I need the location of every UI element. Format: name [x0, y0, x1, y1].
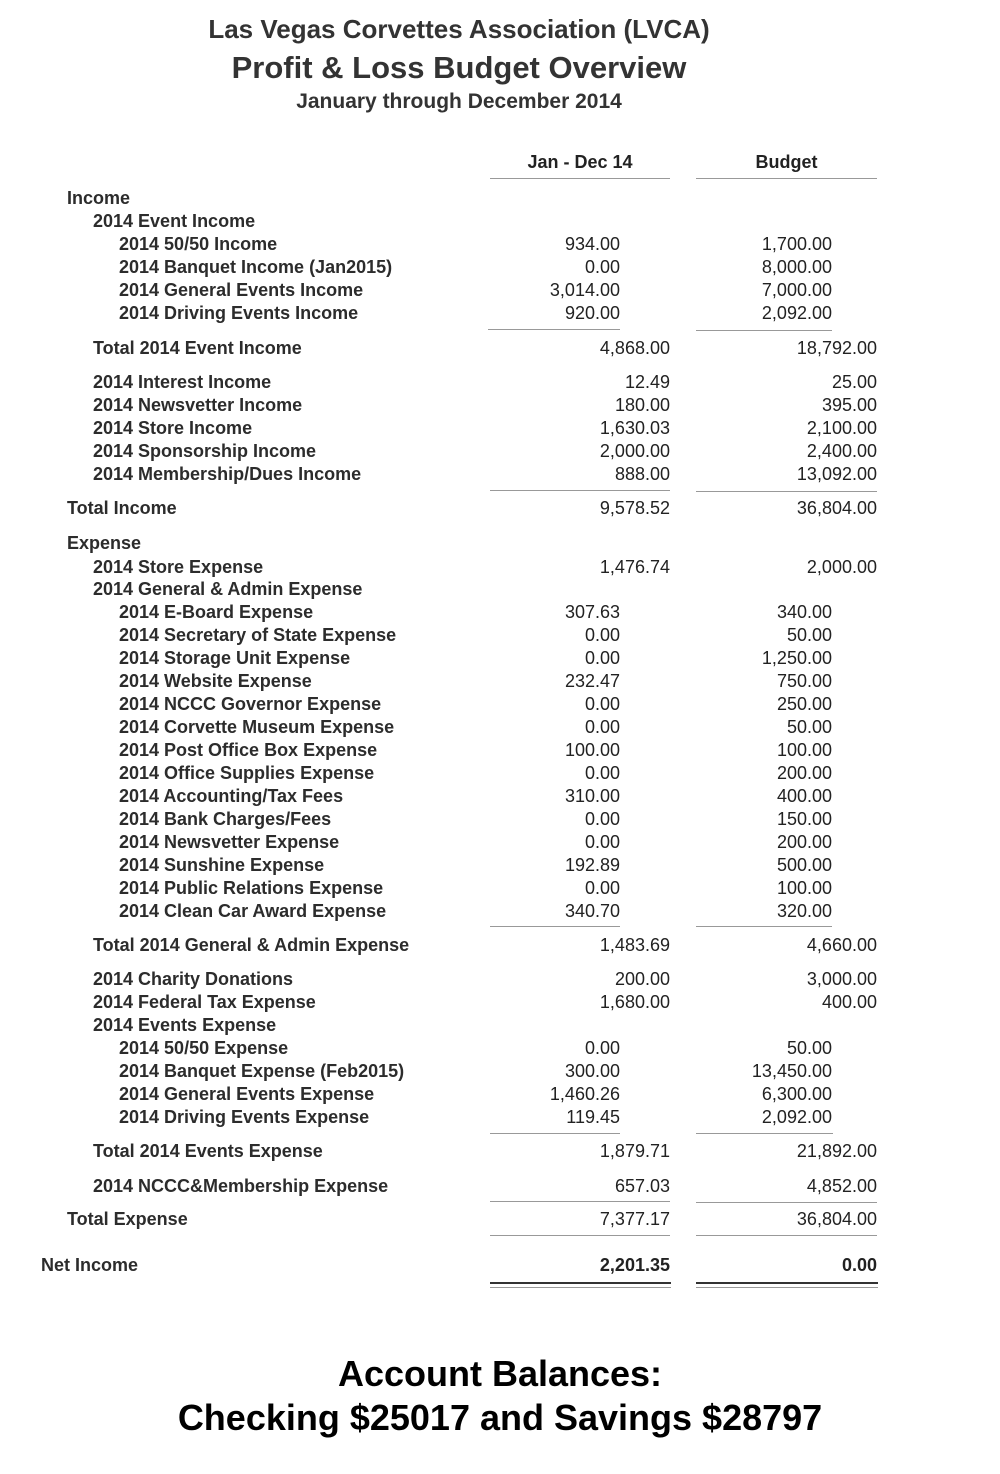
table-row: 2014 E-Board Expense 307.63 340.00: [119, 602, 832, 622]
subtotal-divider: [490, 1201, 670, 1202]
subtotal-divider: [490, 1133, 620, 1134]
report-title: Profit & Loss Budget Overview: [231, 50, 687, 85]
subtotal-divider: [490, 926, 620, 927]
table-row: 2014 Federal Tax Expense 1,680.00 400.00: [93, 992, 877, 1012]
double-underline: [490, 1287, 671, 1288]
subtotal-divider: [696, 491, 877, 492]
double-underline: [696, 1282, 878, 1284]
table-row: 2014 Secretary of State Expense 0.00 50.00: [119, 625, 832, 645]
table-row: 2014 Banquet Income (Jan2015) 0.00 8,000.00: [119, 257, 832, 277]
account-balances-values: Checking $25017 and Savings $28797: [177, 1397, 823, 1438]
double-underline: [490, 1282, 671, 1284]
column-header-budget: Budget: [755, 152, 818, 172]
table-row: 2014 Website Expense 232.47 750.00: [119, 671, 832, 691]
table-row: 2014 Corvette Museum Expense 0.00 50.00: [119, 717, 832, 737]
subtotal-divider: [696, 1133, 833, 1134]
group-header-general-admin: 2014 General & Admin Expense: [93, 579, 363, 599]
table-row: 2014 Banquet Expense (Feb2015) 300.00 13,450.00: [119, 1061, 832, 1081]
table-row: 2014 Newsvetter Expense 0.00 200.00: [119, 832, 832, 852]
report-period: January through December 2014: [296, 90, 622, 113]
table-row: 2014 Office Supplies Expense 0.00 200.00: [119, 763, 832, 783]
table-row: 2014 Accounting/Tax Fees 310.00 400.00: [119, 786, 832, 806]
total-row-event-income: Total 2014 Event Income 4,868.00 18,792.00: [93, 338, 877, 358]
double-underline: [696, 1287, 878, 1288]
table-row: 2014 NCCC Governor Expense 0.00 250.00: [119, 694, 832, 714]
section-header-income: Income: [67, 188, 131, 208]
table-row: 2014 Store Expense 1,476.74 2,000.00: [93, 557, 877, 577]
total-row-income: Total Income 9,578.52 36,804.00: [67, 498, 877, 518]
total-row-expense: Total Expense 7,377.17 36,804.00: [67, 1209, 877, 1229]
table-row: 2014 50/50 Expense 0.00 50.00: [119, 1038, 832, 1058]
subtotal-divider: [490, 490, 670, 491]
table-row: 2014 Clean Car Award Expense 340.70 320.00: [119, 901, 832, 921]
group-header-events-expense: 2014 Events Expense: [93, 1015, 277, 1035]
subtotal-divider: [488, 329, 620, 330]
table-row: 2014 General Events Income 3,014.00 7,000.00: [119, 280, 832, 300]
table-row: 2014 Sponsorship Income 2,000.00 2,400.00: [93, 441, 877, 461]
table-row: 2014 NCCC&Membership Expense 657.03 4,852.00: [93, 1176, 877, 1196]
table-row: 2014 Driving Events Income 920.00 2,092.00: [119, 303, 832, 323]
table-row: 2014 General Events Expense 1,460.26 6,300.00: [119, 1084, 832, 1104]
organization-title: Las Vegas Corvettes Association (LVCA): [208, 14, 710, 44]
table-row: 2014 Storage Unit Expense 0.00 1,250.00: [119, 648, 832, 668]
subtotal-divider: [696, 926, 832, 927]
column-header-underline: [696, 178, 877, 179]
table-row: 2014 Store Income 1,630.03 2,100.00: [93, 418, 877, 438]
table-row: 2014 Charity Donations 200.00 3,000.00: [93, 969, 877, 989]
column-header-underline: [490, 178, 670, 179]
group-header-event-income: 2014 Event Income: [93, 211, 256, 231]
net-income-row: Net Income 2,201.35 0.00: [41, 1255, 877, 1275]
table-row: 2014 Membership/Dues Income 888.00 13,092.00: [93, 464, 877, 484]
table-row: 2014 Newsvetter Income 180.00 395.00: [93, 395, 877, 415]
total-row-events-expense: Total 2014 Events Expense 1,879.71 21,892.00: [93, 1141, 877, 1161]
table-row: 2014 50/50 Income 934.00 1,700.00: [119, 234, 832, 254]
table-row: 2014 Sunshine Expense 192.89 500.00: [119, 855, 832, 875]
section-header-expense: Expense: [67, 533, 142, 553]
subtotal-divider: [696, 1202, 877, 1203]
table-row: 2014 Driving Events Expense 119.45 2,092.00: [119, 1107, 832, 1127]
subtotal-divider: [490, 1235, 670, 1236]
subtotal-divider: [696, 1235, 877, 1236]
table-row: 2014 Bank Charges/Fees 0.00 150.00: [119, 809, 832, 829]
table-row: 2014 Post Office Box Expense 100.00 100.00: [119, 740, 832, 760]
subtotal-divider: [696, 330, 832, 331]
column-header-actual: Jan - Dec 14: [527, 152, 633, 172]
total-row-general-admin: Total 2014 General & Admin Expense 1,483.69 4,660.00: [93, 935, 877, 955]
table-row: 2014 Interest Income 12.49 25.00: [93, 372, 877, 392]
account-balances-heading: Account Balances:: [337, 1353, 663, 1394]
table-row: 2014 Public Relations Expense 0.00 100.00: [119, 878, 832, 898]
